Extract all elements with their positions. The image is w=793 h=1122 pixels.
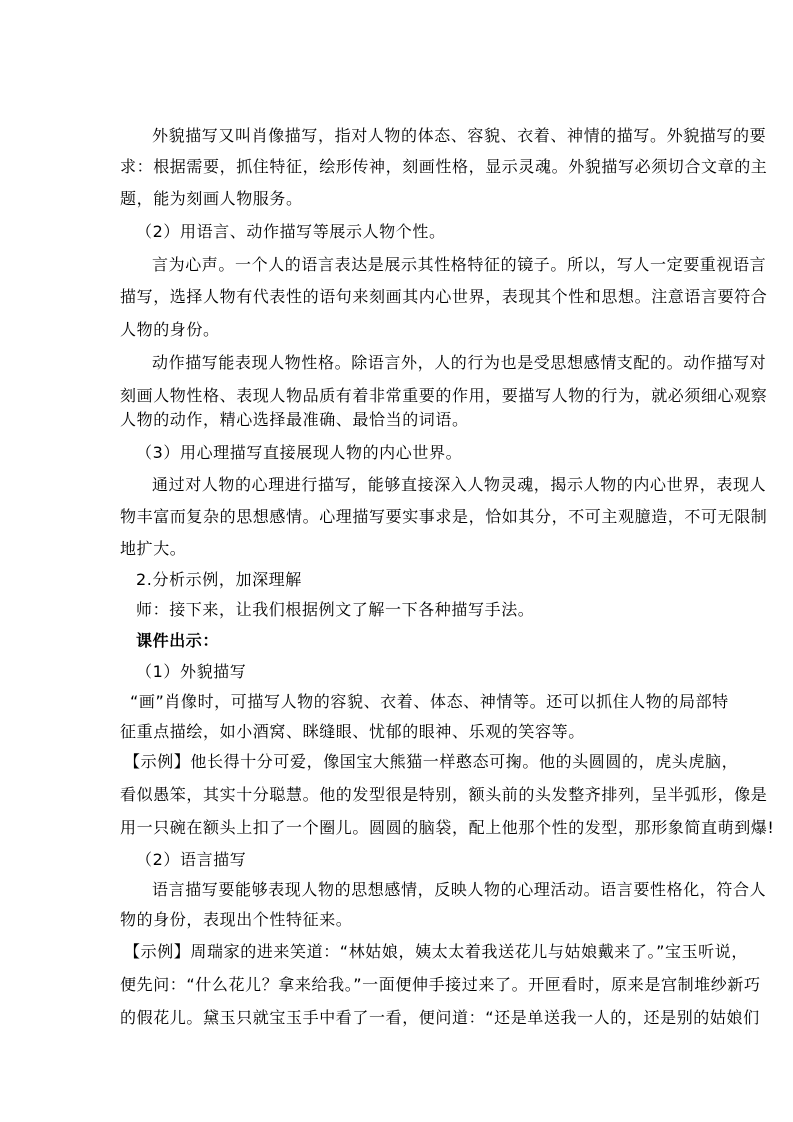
section-heading-analysis: 2.分析示例，加深理解 xyxy=(136,570,302,589)
paragraph-appearance-line-2: 求：根据需要，抓住特征，绘形传神，刻画性格，显示灵魂。外貌描写必须切合文章的主 xyxy=(120,157,768,176)
paragraph-speech-line-2: 物的身份，表现出个性特征来。 xyxy=(120,910,353,929)
courseware-heading: 课件出示： xyxy=(136,631,220,650)
paragraph-action-line-2: 刻画人物性格、表现人物品质有着非常重要的作用，要描写人物的行为，就必须细心观察 xyxy=(120,386,768,405)
paragraph-psychology-line-2: 物丰富而复杂的思想感情。心理描写要实事求是，恰如其分，不可主观臆造，不可无限制 xyxy=(120,507,768,526)
paragraph-psychology-line-1: 通过对人物的心理进行描写，能够直接深入人物灵魂，揭示人物的内心世界，表现人 xyxy=(152,475,767,494)
paragraph-portrait-line-2: 征重点描绘，如小酒窝、眯缝眼、忧郁的眼神、乐观的笑容等。 xyxy=(120,722,585,741)
paragraph-language-line-2: 描写，选择人物有代表性的语句来刻画其内心世界，表现其个性和思想。注意语言要符合 xyxy=(120,287,768,306)
subheading-language-action: （2）用语言、动作描写等展示人物个性。 xyxy=(136,222,446,241)
example-appearance-line-3: 用一只碗在额头上扣了一个圈儿。圆圆的脑袋，配上他那个性的发型，那形象简直萌到爆! xyxy=(120,818,775,837)
example-speech-line-2: 便先问：“什么花儿？拿来给我。”一面便伸手接过来了。开匣看时，原来是宫制堆纱新巧 xyxy=(120,975,761,994)
teacher-line: 师：接下来，让我们根据例文了解一下各种描写手法。 xyxy=(136,600,535,619)
paragraph-speech-line-1: 语言描写要能够表现人物的思想感情，反映人物的心理活动。语言要性格化，符合人 xyxy=(152,880,767,899)
paragraph-action-line-3: 人物的动作，精心选择最准确、最恰当的词语。 xyxy=(120,410,469,429)
paragraph-language-line-3: 人物的身份。 xyxy=(120,320,220,339)
paragraph-appearance-line-3: 题，能为刻画人物服务。 xyxy=(120,189,303,208)
subheading-appearance: （1）外貌描写 xyxy=(136,662,247,681)
paragraph-language-line-1: 言为心声。一个人的语言表达是展示其性格特征的镜子。所以，写人一定要重视语言 xyxy=(152,255,767,274)
example-speech-line-3: 的假花儿。黛玉只就宝玉手中看了一看，便问道：“还是单送我一人的，还是别的姑娘们 xyxy=(120,1008,760,1027)
example-appearance-line-2: 看似愚笨，其实十分聪慧。他的发型很是特别，额头前的头发整齐排列，呈半弧形，像是 xyxy=(120,785,768,804)
example-appearance-line-1: 【示例】他长得十分可爱，像国宝大熊猫一样憨态可掬。他的头圆圆的，虎头虎脑， xyxy=(124,752,739,771)
subheading-psychology: （3）用心理描写直接展现人物的内心世界。 xyxy=(136,443,463,462)
paragraph-action-line-1: 动作描写能表现人物性格。除语言外，人的行为也是受思想感情支配的。动作描写对 xyxy=(152,353,767,372)
subheading-speech: （2）语言描写 xyxy=(136,850,247,869)
example-speech-line-1: 【示例】周瑞家的进来笑道：“林姑娘，姨太太着我送花儿与姑娘戴来了。”宝玉听说， xyxy=(124,942,748,961)
paragraph-portrait-line-1: “画”肖像时，可描写人物的容貌、衣着、体态、神情等。还可以抓住人物的局部特 xyxy=(130,692,729,711)
paragraph-appearance-line-1: 外貌描写又叫肖像描写，指对人物的体态、容貌、衣着、神情的描写。外貌描写的要 xyxy=(152,126,767,145)
paragraph-psychology-line-3: 地扩大。 xyxy=(120,539,187,558)
